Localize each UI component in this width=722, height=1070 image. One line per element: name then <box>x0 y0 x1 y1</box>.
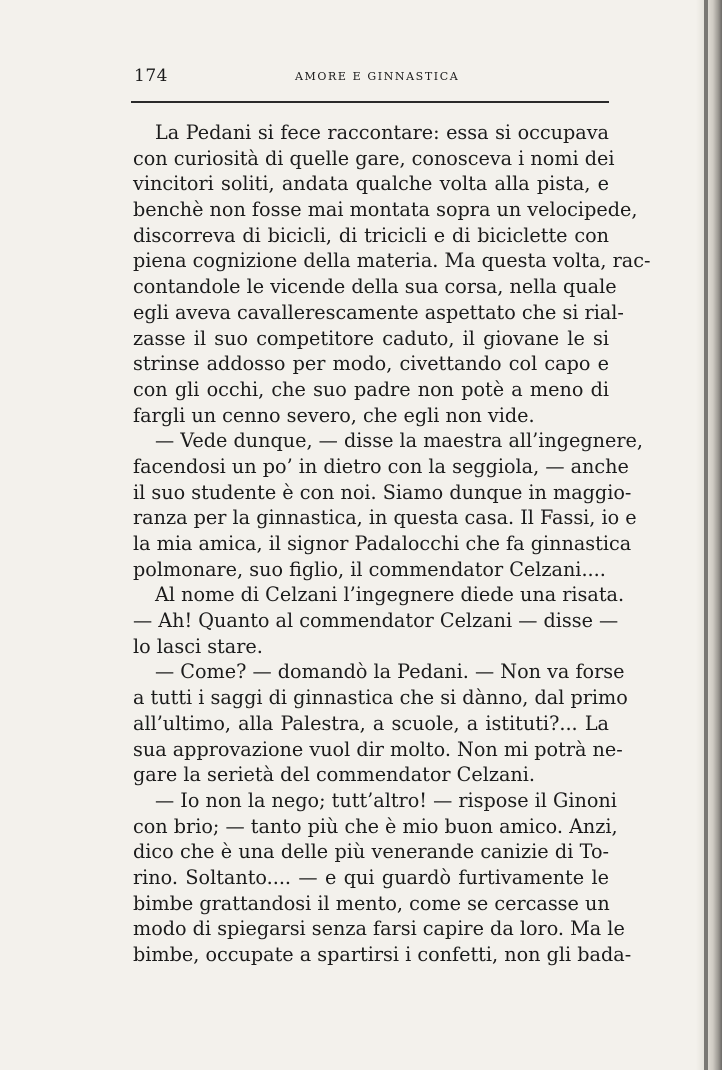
text-line: sua approvazione vuol dir molto. Non mi potrà ne- <box>133 737 623 761</box>
text-line: lo lasci stare. <box>133 634 263 658</box>
text-line: con brio; — tanto più che è mio buon amico. Anzi, <box>133 814 618 838</box>
text-line: — Io non la nego; tutt’altro! — rispose il Ginoni <box>155 788 617 812</box>
text-line: rino. Soltanto.... — e qui guardò furtivamente le <box>133 865 609 889</box>
text-line: bimbe grattandosi il mento, come se cercasse un <box>133 891 610 915</box>
text-line: dico che è una delle più venerande canizie di To- <box>133 840 609 864</box>
text-line: egli aveva cavallerescamente aspettato che si rial- <box>133 300 624 324</box>
text-line: all’ultimo, alla Palestra, a scuole, a istituti?... La <box>133 711 609 735</box>
text-line: La Pedani si fece raccontare: essa si occupava <box>155 121 609 144</box>
text-line: modo di spiegarsi senza farsi capire da loro. Ma le <box>133 917 625 941</box>
page-number: 174 <box>134 66 168 86</box>
body-text <box>133 120 651 968</box>
text-line: strinse addosso per modo, civettando col capo e <box>133 352 609 376</box>
text-line: benchè non fosse mai montata sopra un velocipede, <box>133 198 638 222</box>
page-header <box>134 66 609 88</box>
text-line: — Ah! Quanto al commendator Celzani — disse — <box>133 609 619 633</box>
text-line: fargli un cenno severo, che egli non vide. <box>133 403 535 427</box>
text-line: con curiosità di quelle gare, conosceva i nomi dei <box>133 146 615 170</box>
text-line: con gli occhi, che suo padre non potè a meno di <box>133 377 609 401</box>
text-line: ranza per la ginnastica, in questa casa. Il Fassi, io e <box>133 506 637 530</box>
text-line: contandole le vicende della sua corsa, nella quale <box>133 275 617 299</box>
text-line: piena cognizione della materia. Ma questa volta, rac- <box>133 249 651 273</box>
text-line: gare la serietà del commendator Celzani. <box>133 763 535 787</box>
text-line: la mia amica, il signor Padalocchi che fa ginnastica <box>133 532 632 555</box>
text-line: — Come? — domandò la Pedani. — Non va forse <box>155 660 625 684</box>
text-line: discorreva di bicicli, di tricicli e di biciclette con <box>133 223 609 247</box>
page-edge-shadow <box>696 0 722 1070</box>
running-title: AMORE E GINNASTICA <box>295 70 460 83</box>
text-line: — Vede dunque, — disse la maestra all’ingegnere, <box>155 429 644 453</box>
header-rule <box>131 101 609 103</box>
text-line: zasse il suo competitore caduto, il giovane le si <box>133 326 609 350</box>
text-line: il suo studente è con noi. Siamo dunque in maggio- <box>133 480 632 504</box>
text-line: facendosi un po’ in dietro con la seggiola, — anche <box>133 454 629 478</box>
text-line: polmonare, suo figlio, il commendator Celzani.... <box>133 557 606 581</box>
text-line: a tutti i saggi di ginnastica che si dànno, dal primo <box>133 686 628 710</box>
text-line: vincitori soliti, andata qualche volta alla pista, e <box>133 172 609 196</box>
text-line: Al nome di Celzani l’ingegnere diede una risata. <box>155 583 625 607</box>
text-line: bimbe, occupate a spartirsi i confetti, non gli bada- <box>133 943 632 966</box>
page-gutter-line <box>704 0 708 1070</box>
